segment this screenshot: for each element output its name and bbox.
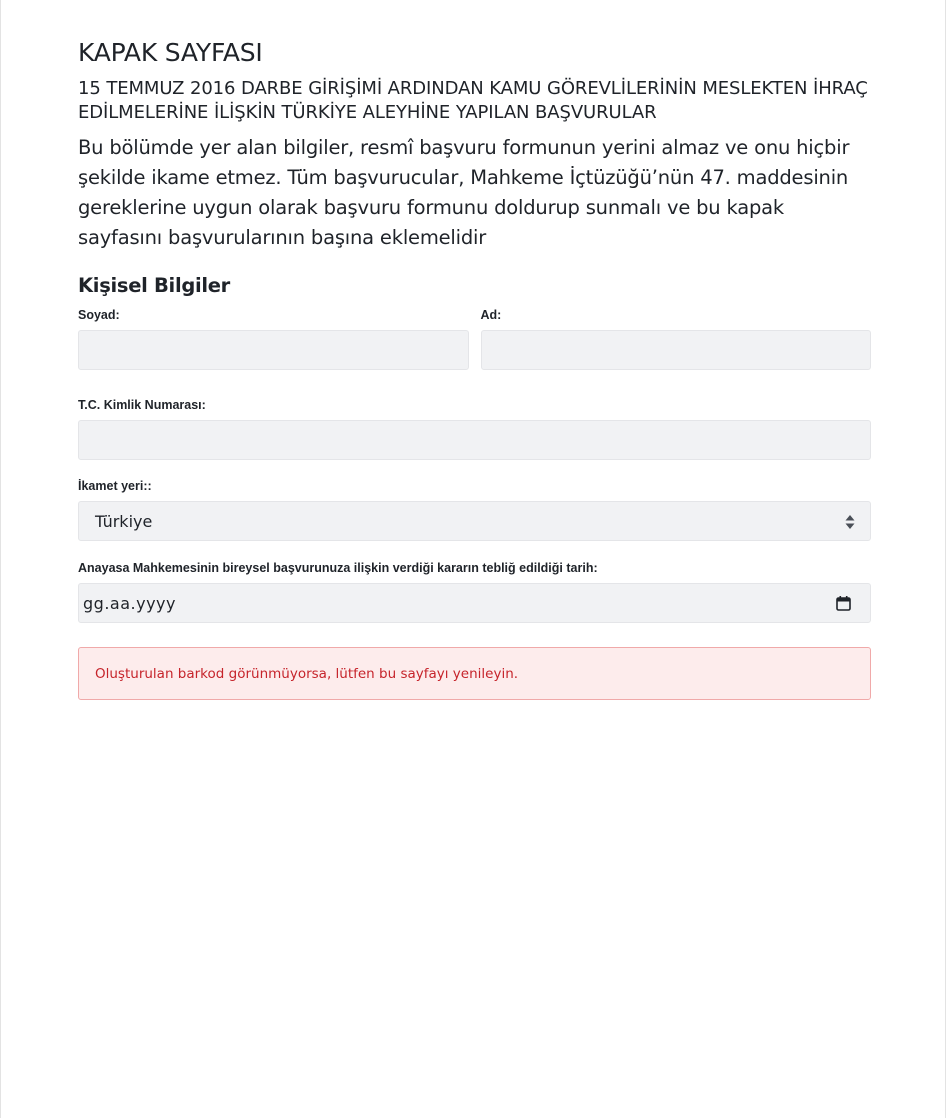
date-placeholder: gg.aa.yyyy	[83, 593, 176, 613]
residence-field-group	[78, 478, 871, 541]
surname-label: Soyad:	[78, 308, 120, 322]
cover-page-container	[78, 36, 871, 700]
page-subtitle: 15 TEMMUZ 2016 DARBE GİRİŞİMİ ARDINDAN KAMU GÖREVLİLERİNİN MESLEKTEN İHRAÇ EDİLMELERİNE İLİŞKİN TÜRKİYE ALEYHİNE YAPILAN BAŞVURULAR	[78, 78, 868, 123]
calendar-icon[interactable]	[836, 596, 851, 611]
name-row	[78, 307, 871, 370]
residence-select[interactable]	[78, 501, 871, 541]
residence-select-value: Türkiye	[95, 511, 153, 531]
select-arrows-icon	[845, 514, 855, 530]
notification-date-input[interactable]	[78, 583, 871, 623]
date-field-group	[78, 560, 871, 623]
barcode-alert	[78, 647, 871, 700]
name-label: Ad:	[480, 308, 502, 322]
intro-text: Bu bölümde yer alan bilgiler, resmî başvuru formunun yerini almaz ve onu hiçbir şekilde ikame etmez. Tüm başvurucular, Mahkeme İçtüzüğü’nün 47. maddesinin gereklerine uygun olarak başvuru formunu doldurup sunmalı ve bu kapak sayfasını başvurularının başına eklemelidir	[78, 136, 850, 249]
tc-input[interactable]	[78, 420, 871, 460]
name-field-group	[481, 307, 872, 370]
name-input[interactable]	[481, 330, 872, 370]
date-label: Anayasa Mahkemesinin bireysel başvurunuza ilişkin verdiği kararın tebliğ edildiği tarih:	[78, 561, 598, 575]
section-title-personal-info: Kişisel Bilgiler	[78, 274, 230, 297]
page-title: KAPAK SAYFASI	[78, 38, 263, 67]
tc-label: T.C. Kimlik Numarası:	[78, 398, 206, 412]
residence-label: İkamet yeri::	[78, 479, 152, 493]
surname-field-group	[78, 307, 469, 370]
alert-message: Oluşturulan barkod görünmüyorsa, lütfen bu sayfayı yenileyin.	[95, 665, 519, 682]
tc-field-group	[78, 397, 871, 460]
surname-input[interactable]	[78, 330, 469, 370]
